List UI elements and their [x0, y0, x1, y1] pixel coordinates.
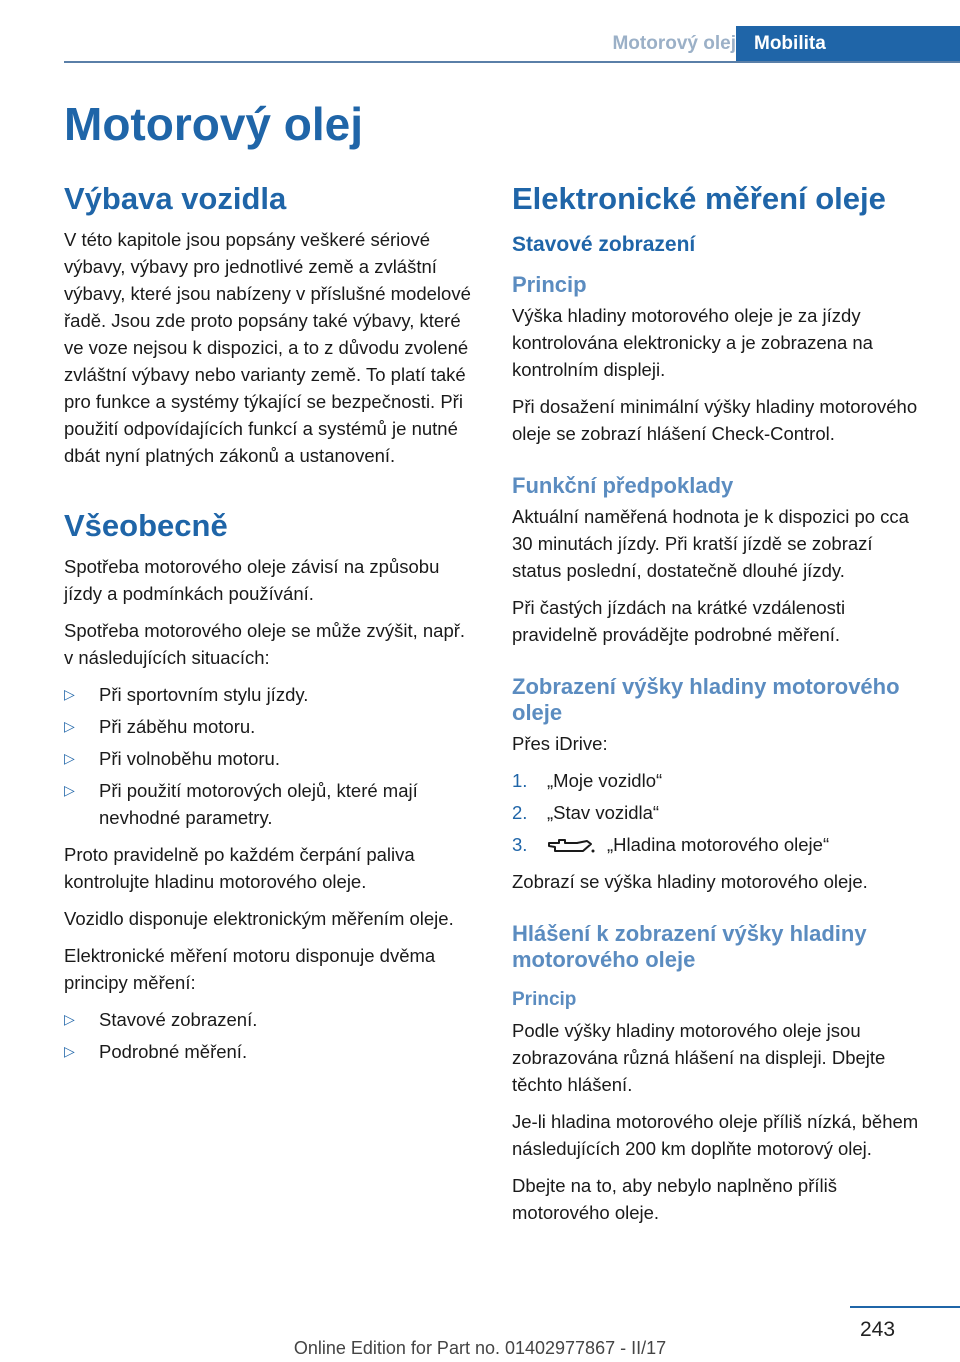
general-p1: Spotřeba motorového oleje závisí na způsobu jízdy a podmínkách používání. — [64, 556, 440, 604]
list-item: 3. „Hladina motorového oleje“ — [512, 834, 830, 855]
prerequisites-heading: Funkční předpoklady — [512, 473, 734, 498]
triangle-bullet-icon: ▷ — [64, 718, 75, 734]
principle-heading: Princip — [512, 272, 587, 297]
principle-p2: Při dosažení minimální výšky hladiny motorového oleje se zobrazí hlášení Check-Control. — [512, 396, 918, 444]
status-display-heading: Stavové zobrazení — [512, 233, 696, 256]
oil-measurement-heading: Elektronické měření oleje — [512, 181, 886, 216]
triangle-bullet-icon: ▷ — [64, 686, 75, 702]
principles-list — [64, 1006, 476, 1065]
messages-p1: Podle výšky hladiny motorového oleje jsou zobrazována různá hlášení na displeji. Dbejte těchto hlášení. — [512, 1020, 886, 1095]
messages-p3: Dbejte na to, aby nebylo naplněno příliš motorového oleje. — [512, 1175, 837, 1223]
general-p3: Proto pravidelně po každém čerpání paliva kontrolujte hladinu motorového oleje. — [64, 844, 415, 892]
list-item: ▷ Podrobné měření. — [64, 1038, 476, 1065]
header-rule — [64, 61, 960, 63]
general-p4: Vozidlo disponuje elektronickým měřením oleje. — [64, 908, 454, 929]
left-column — [64, 180, 476, 1075]
messages-p2: Je-li hladina motorového oleje příliš nízká, během následujících 200 km doplňte motorový olej. — [512, 1111, 919, 1159]
header-section-title: Motorový olej — [612, 33, 736, 54]
level-display-heading: Zobrazení výšky hladiny motorového oleje — [512, 674, 900, 725]
general-heading: Všeobecně — [64, 508, 228, 543]
oil-can-icon — [547, 836, 597, 856]
idrive-intro: Přes iDrive: — [512, 733, 608, 754]
list-item: 1. „Moje vozidlo“ — [512, 770, 663, 791]
list-item: ▷ Při volnoběhu motoru. — [64, 745, 476, 772]
triangle-bullet-icon: ▷ — [64, 1011, 75, 1027]
equipment-text: V této kapitole jsou popsány veškeré sériové výbavy, výbavy pro jednotlivé země a zvláštní výbavy, které jsou nabízeny v příslušné modelové řadě. Jsou zde proto popsány také výbavy, které ve voze nejsou k dispozici, a to z důvodu zvolené zvláštní výbavy nebo varianty země. To platí také pro funkce a systémy týkající se bezpečnosti. Při použití odpovídajících funkcí a systémů je nutné dbát nyní platných zákonů a ustanovení. — [64, 229, 471, 466]
equipment-heading: Výbava vozidla — [64, 181, 287, 216]
messages-principle-heading: Princip — [512, 989, 577, 1010]
display-after: Zobrazí se výška hladiny motorového oleje. — [512, 871, 868, 892]
list-item: ▷ Při sportovním stylu jízdy. — [64, 681, 476, 708]
list-item: 2. „Stav vozidla“ — [512, 802, 660, 823]
triangle-bullet-icon: ▷ — [64, 782, 75, 798]
page-title: Motorový olej — [64, 98, 364, 150]
situations-list — [64, 681, 476, 831]
page-number: 243 — [860, 1318, 896, 1341]
principle-p1: Výška hladiny motorového oleje je za jízdy kontrolována elektronicky a je zobrazena na kontrolním displeji. — [512, 305, 873, 380]
list-item: ▷ Stavové zobrazení. — [64, 1006, 476, 1033]
list-item: ▷ Při použití motorových olejů, které mají nevhodné parametry. — [64, 777, 476, 831]
prerequisites-p2: Při častých jízdách na krátké vzdálenosti pravidelně provádějte podrobné měření. — [512, 597, 846, 645]
prerequisites-p1: Aktuální naměřená hodnota je k dispozici po cca 30 minutách jízdy. Při kratší jízdě se zobrazí status poslední, dostatečně dlouhé jízdy. — [512, 506, 909, 581]
messages-heading: Hlášení k zobrazení výšky hladiny motorového oleje — [512, 921, 867, 972]
right-column — [512, 180, 924, 1236]
general-p5: Elektronické měření motoru disponuje dvěma principy měření: — [64, 945, 436, 993]
page-number-rule — [850, 1306, 960, 1308]
general-p2: Spotřeba motorového oleje se může zvýšit, např. v následujících situacích: — [64, 620, 466, 668]
triangle-bullet-icon: ▷ — [64, 750, 75, 766]
header-chapter-tab: Mobilita — [736, 26, 960, 61]
footer-edition: Online Edition for Part no. 01402977867 - II/17 — [293, 1338, 667, 1358]
idrive-steps — [512, 767, 924, 858]
list-item: ▷ Při záběhu motoru. — [64, 713, 476, 740]
triangle-bullet-icon: ▷ — [64, 1043, 75, 1059]
